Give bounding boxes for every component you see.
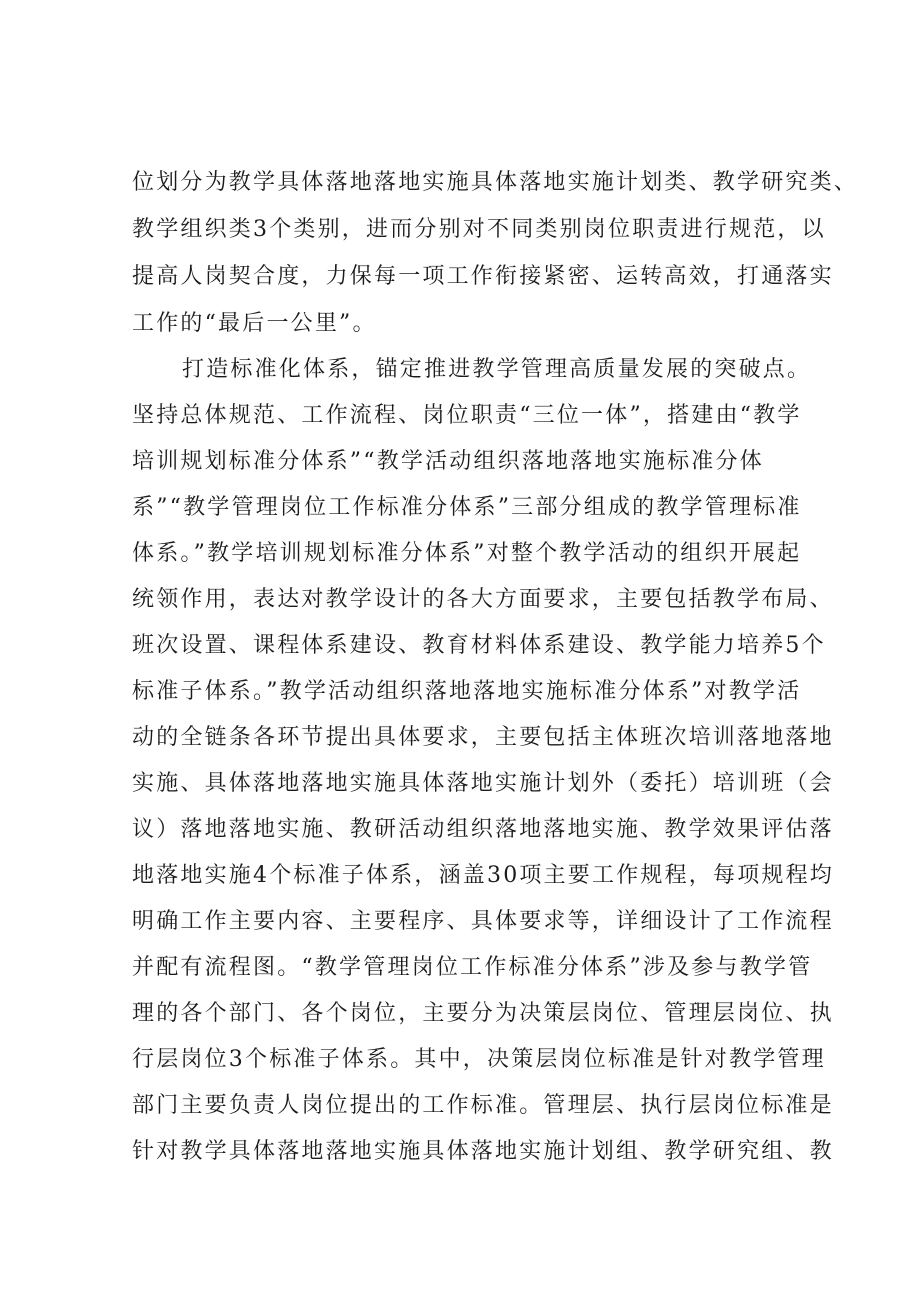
text-line: 地落地实施4个标准子体系，涵盖30项主要工作规程，每项规程均	[132, 863, 834, 888]
text-line: 体系。”教学培训规划标准分体系”对整个教学活动的组织开展起	[132, 541, 802, 566]
text-line: 行层岗位3个标准子体系。其中，决策层岗位标准是针对教学管理	[132, 1047, 826, 1072]
text-line: 部门主要负责人岗位提出的工作标准。管理层、执行层岗位标准是	[132, 1093, 834, 1118]
text-line: 针对教学具体落地落地实施具体落地实施计划组、教学研究组、教	[132, 1139, 834, 1164]
text-line: 系”“教学管理岗位工作标准分体系”三部分组成的教学管理标准	[132, 495, 802, 520]
text-line: 动的全链条各环节提出具体要求，主要包括主体班次培训落地落地	[132, 725, 834, 750]
text-line: 坚持总体规范、工作流程、岗位职责“三位一体”，搭建由“教学	[132, 403, 802, 428]
text-line: 明确工作主要内容、主要程序、具体要求等，详细设计了工作流程	[132, 909, 834, 934]
text-line: 实施、具体落地落地实施具体落地实施计划外（委托）培训班（会	[132, 771, 834, 796]
text-line: 并配有流程图。“教学管理岗位工作标准分体系”涉及参与教学管	[132, 955, 813, 980]
text-line: 议）落地落地实施、教研活动组织落地落地实施、教学效果评估落	[132, 817, 834, 842]
text-line: 标准子体系。”教学活动组织落地落地实施标准分体系”对教学活	[132, 679, 802, 704]
text-line: 提高人岗契合度，力保每一项工作衔接紧密、运转高效，打通落实	[132, 264, 834, 289]
text-line: 工作的“最后一公里”。	[132, 311, 377, 336]
paragraph-first-line: 打造标准化体系，锚定推进教学管理高质量发展的突破点。	[182, 357, 812, 382]
text-line: 位划分为教学具体落地落地实施具体落地实施计划类、教学研究类、	[132, 170, 859, 195]
text-line: 理的各个部门、各个岗位，主要分为决策层岗位、管理层岗位、执	[132, 1001, 834, 1026]
text-line: 培训规划标准分体系”“教学活动组织落地落地实施标准分体	[132, 449, 764, 474]
text-line: 班次设置、课程体系建设、教育材料体系建设、教学能力培养5个	[132, 633, 826, 658]
text-line: 统领作用，表达对教学设计的各大方面要求，主要包括教学布局、	[132, 587, 834, 612]
text-line: 教学组织类3个类别，进而分别对不同类别岗位职责进行规范，以	[132, 217, 826, 242]
